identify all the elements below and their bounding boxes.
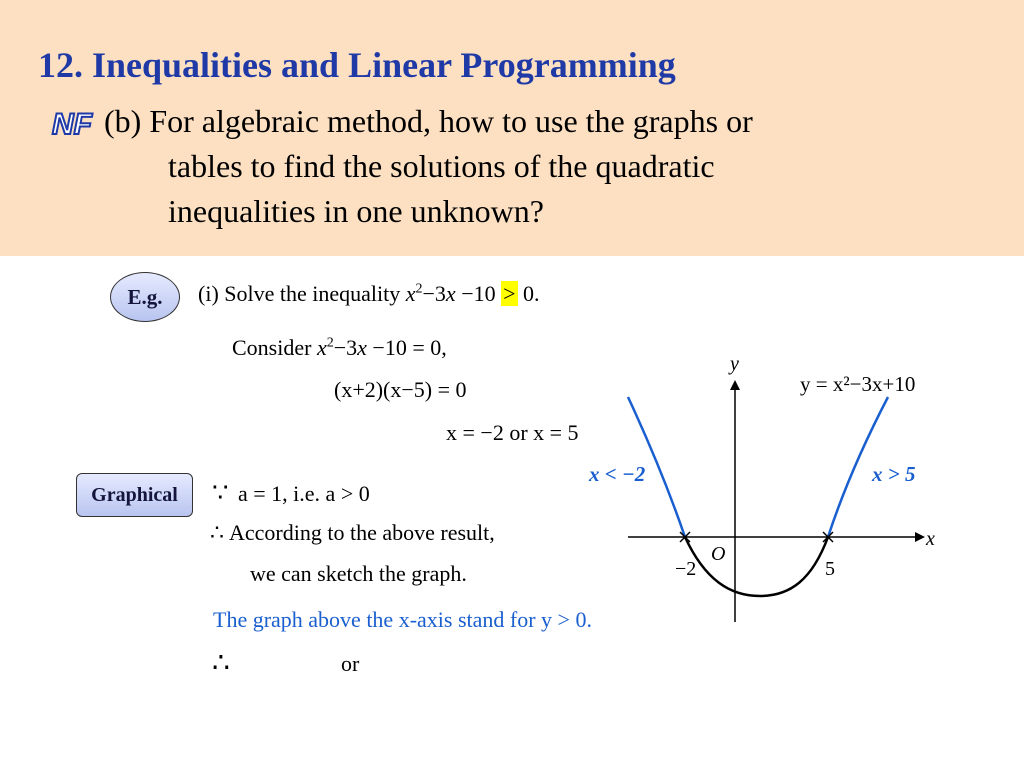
x-axis-label: x [926,528,935,550]
inequality-sign: > [503,281,516,306]
svg-text:NF: NF [52,108,92,139]
therefore-symbol-small: ∴ [210,520,224,545]
left-region-label: x < −2 [589,462,646,486]
roots-line: x = −2 or x = 5 [446,420,579,445]
factored-line: (x+2)(x−5) = 0 [334,377,467,402]
consider-line: Consider $x^2-3x -10 = 0$, [232,335,447,360]
problem-tail: 0. [517,281,540,306]
a-condition: a = 1, i.e. a > 0 [238,481,370,506]
graphical-badge: Graphical [76,473,193,517]
result-line-2: we can sketch the graph. [250,561,467,586]
consider-tail: = 0, [406,335,447,360]
therefore-symbol-big: ∴ [212,648,230,679]
y-axis-label: y [730,353,739,375]
right-root-label: 5 [825,558,835,580]
question-line-2: tables to find the solutions of the quadratic [168,148,715,184]
result-line-1: According to the above result, [229,520,495,545]
origin-label: O [711,543,726,565]
eg-badge: E.g. [110,272,180,322]
problem-intro: (i) Solve the inequality [198,281,406,306]
question-line-3: inequalities in one unknown? [168,193,544,229]
header-band [0,0,1024,256]
or-text: or [341,651,360,676]
parabola-graph [560,340,980,640]
equation-label: y = x²−3x+10 [800,372,916,396]
left-root-label: −2 [675,558,697,580]
x-axis-arrow [915,532,925,542]
page-title: 12. Inequalities and Linear Programming [38,45,676,85]
nf-icon [50,107,94,139]
curve-below [685,537,828,596]
because-symbol: ∵ [212,478,229,507]
right-region-label: x > 5 [872,462,916,486]
consider-prefix: Consider [232,335,317,360]
question-line-1: (b) For algebraic method, how to use the graphs or [104,103,753,139]
problem-statement: (i) Solve the inequality $x^2-3x -10 > 0$. [198,281,540,306]
above-axis-note: The graph above the x-axis stand for y > 0. [213,607,592,632]
question-text [104,99,934,234]
y-axis-arrow [730,380,740,390]
